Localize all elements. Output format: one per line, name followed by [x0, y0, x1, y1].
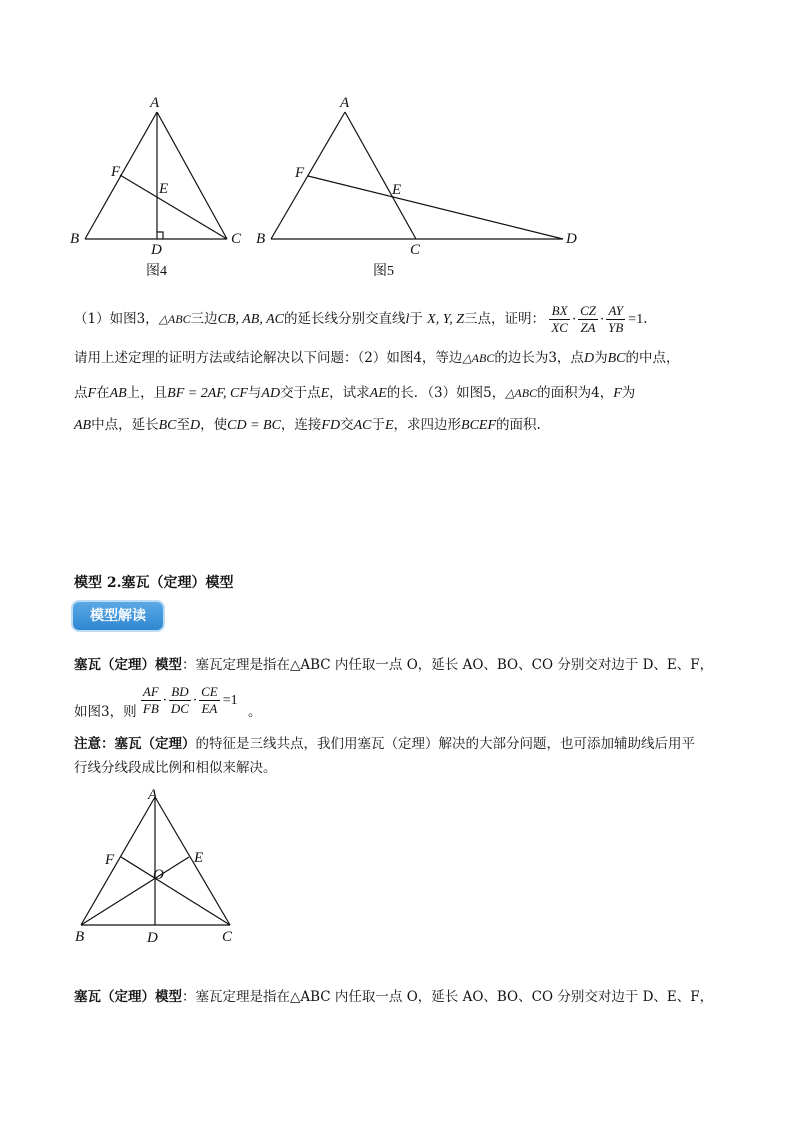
- fig5-label-a: A: [340, 95, 350, 111]
- fig4-caption: 图4: [146, 264, 167, 279]
- text-run: 三边: [190, 311, 218, 327]
- fig4-label-e: E: [159, 181, 169, 197]
- math-run: AC: [353, 418, 372, 433]
- fraction-denominator: ZA: [580, 320, 596, 335]
- fraction-ay-yb: [606, 303, 625, 336]
- fraction-bd-dc: [169, 684, 191, 717]
- math-run: BC: [607, 351, 626, 366]
- fig5-label-b: B: [256, 231, 266, 247]
- text-run: 如图3，则: [74, 704, 137, 720]
- fraction-denominator: XC: [551, 320, 568, 335]
- text-run: ：塞瓦定理是指在△ABC 内任取一点 O，延长 AO、BO、CO 分别交对边于 D、E、F，: [182, 657, 714, 673]
- fraction-numerator: BD: [169, 684, 191, 701]
- fraction-ce-ea: [199, 684, 220, 717]
- fraction-af-fb: [141, 684, 161, 717]
- text-run: 请用上述定理的证明方法或结论解决以下问题：（2）如图4，等边: [74, 350, 463, 366]
- text-run: 交: [340, 417, 354, 433]
- text-run: 三点，证明：: [464, 311, 546, 327]
- text-run: 的面积为4，: [537, 385, 614, 401]
- math-run: AE: [369, 386, 387, 401]
- text-run: 。: [247, 704, 262, 720]
- fig5-label-d: D: [566, 231, 577, 247]
- figure-5: [250, 90, 590, 290]
- math-run: l: [405, 312, 410, 327]
- math-run: D: [190, 418, 201, 433]
- ceva-label-d: D: [147, 930, 158, 946]
- text-run: 的边长为3，点: [494, 350, 584, 366]
- fraction-numerator: BX: [549, 303, 570, 320]
- fig4-label-f: F: [111, 164, 121, 180]
- ceva-definition: [74, 649, 734, 681]
- text-run: ，使: [200, 417, 228, 433]
- model-interpretation-badge: 模型解读: [73, 602, 163, 630]
- math-run: F: [613, 386, 622, 401]
- text-run: ，试求: [329, 385, 370, 401]
- section-title: 模型 2.塞瓦（定理）模型: [74, 575, 234, 591]
- text-run: ，连接: [280, 417, 322, 433]
- ceva-definition-repeat: [74, 981, 734, 1013]
- fraction-numerator: AY: [606, 303, 625, 320]
- fig4-label-c: C: [231, 231, 242, 247]
- fraction-denominator: FB: [142, 701, 159, 716]
- fig4-label-b: B: [70, 231, 80, 247]
- text-run: 塞瓦（定理）模型: [74, 657, 182, 673]
- fraction-bx-xc: [549, 303, 570, 336]
- equation-rhs: =1: [222, 692, 238, 708]
- problem-line-4: [74, 409, 734, 442]
- text-run: 上，且: [126, 385, 168, 401]
- fraction-denominator: DC: [170, 701, 189, 716]
- math-run: FD: [321, 418, 341, 433]
- problem-line-1: （1）如图3，△ABC三边CB, AB, AC的延长线分别交直线l于 X, Y, Z三点，证明： $\frac{BX}{XC}$ · $\frac{CZ}{ZA}$ · $\frac{AY}{YB}$ =1.: [74, 303, 648, 335]
- text-run: 的长．（3）如图5，: [386, 385, 506, 401]
- ceva-formula-line: 如图3，则 $\frac{AF}{FB}$ · $\frac{BD}{DC}$ · $\frac{CE}{EA}$ =1 。: [74, 684, 262, 720]
- fig5-label-c: C: [410, 242, 421, 258]
- text-run: 交于点: [280, 385, 321, 401]
- math-run: AD: [261, 386, 281, 401]
- text-run: 注意：塞瓦（定理）: [74, 736, 196, 752]
- math-run: AB: [109, 386, 127, 401]
- math-run: BCEF: [461, 418, 497, 433]
- text-run: 与: [247, 385, 262, 401]
- ceva-label-o: O: [153, 867, 164, 883]
- text-run: 点: [74, 385, 88, 401]
- text-run: ：塞瓦定理是指在△ABC 内任取一点 O，延长 AO、BO、CO 分别交对边于 D、E、F，: [182, 989, 714, 1005]
- ceva-label-c: C: [222, 929, 233, 945]
- math-run: BF = 2AF, CF: [167, 386, 248, 401]
- math-run: E: [384, 418, 394, 433]
- text-run: 的延长线分别交直线: [283, 311, 406, 327]
- text-run: 为: [594, 350, 608, 366]
- fig4-label-a: A: [150, 95, 160, 111]
- note-paragraph: [74, 732, 734, 780]
- text-run: 在: [96, 385, 110, 401]
- figure-4: [60, 90, 260, 290]
- ceva-figure: [60, 780, 260, 950]
- fig5-caption: 图5: [373, 264, 394, 279]
- math-run: BC: [158, 418, 177, 433]
- ceva-label-e: E: [194, 850, 204, 866]
- text-run: 于: [409, 311, 423, 327]
- fraction-denominator: EA: [201, 701, 218, 716]
- text-run: .: [643, 311, 648, 327]
- math-run: AB: [74, 418, 92, 433]
- text-run: （1）如图3，: [74, 311, 159, 327]
- text-run: 的特征是三线共点，我们用塞瓦（定理）解决的大部分问题，也可添加辅助线后用平: [195, 736, 695, 752]
- ceva-label-a: A: [148, 787, 158, 803]
- fraction-numerator: AF: [142, 684, 159, 699]
- fig5-label-f: F: [295, 165, 305, 181]
- fraction-cz-za: [578, 303, 598, 336]
- problem-line-3: [74, 377, 734, 410]
- fraction-numerator: CE: [201, 684, 218, 699]
- text-run: 塞瓦（定理）模型: [74, 989, 182, 1005]
- ceva-label-f: F: [105, 852, 115, 868]
- ceva-label-b: B: [75, 929, 85, 945]
- fraction-numerator: CZ: [580, 303, 596, 318]
- math-run: △ABC: [462, 351, 495, 365]
- text-run: 于: [371, 417, 385, 433]
- text-run: 至: [176, 417, 190, 433]
- fraction-denominator: YB: [608, 320, 624, 335]
- math-run: △ABC: [158, 312, 191, 326]
- math-run: △ABC: [505, 386, 538, 400]
- math-run: F: [87, 386, 97, 401]
- math-run: CD = BC: [227, 418, 281, 433]
- fig4-label-d: D: [151, 242, 162, 258]
- text-run: 中点，延长: [91, 417, 159, 433]
- fig5-label-e: E: [392, 182, 402, 198]
- text-run: 为: [621, 385, 636, 401]
- text-run: 的面积.: [496, 417, 541, 433]
- text-run: ，求四边形: [393, 417, 462, 433]
- math-run: E: [320, 386, 330, 401]
- math-run: D: [583, 351, 595, 366]
- equation-rhs: =1: [628, 311, 644, 327]
- math-run: X, Y, Z: [427, 312, 465, 327]
- problem-line-2: [74, 342, 734, 375]
- text-run: 的中点，: [625, 350, 680, 366]
- text-run: 行线分线段成比例和相似来解决。: [74, 760, 277, 776]
- math-run: CB, AB, AC: [217, 312, 284, 327]
